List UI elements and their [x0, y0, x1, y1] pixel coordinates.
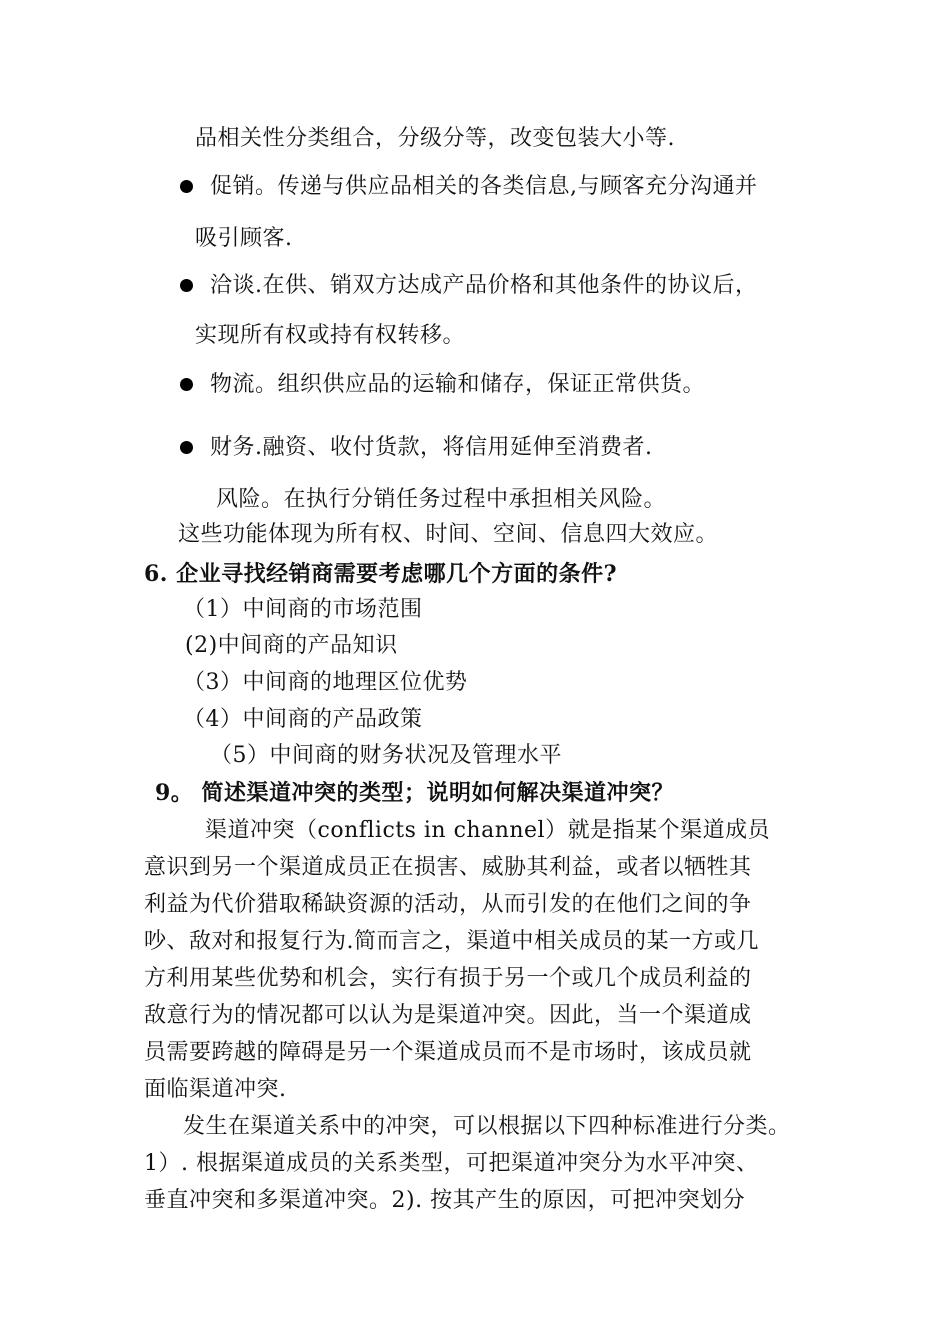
bullet-logistics-line: 物流。组织供应品的运输和储存，保证正常供货。 — [210, 372, 706, 397]
summary-line: 这些功能体现为所有权、时间、空间、信息四大效应。 — [178, 522, 719, 547]
bullet-finance-line: 财务.融资、收付货款，将信用延伸至消费者. — [210, 435, 653, 460]
q9-para1-line: 吵、敌对和报复行为.简而言之，渠道中相关成员的某一方或几 — [144, 929, 759, 954]
q6-item: （3）中间商的地理区位优势 — [183, 670, 468, 695]
q9-para2-line: 发生在渠道关系中的冲突，可以根据以下四种标准进行分类。 — [183, 1114, 791, 1139]
q9-para1-line: 渠道冲突（conflicts in channel）就是指某个渠道成员 — [205, 818, 771, 843]
bullet-negotiation-line1: 洽谈.在供、销双方达成产品价格和其他条件的协议后， — [210, 273, 758, 298]
q9-para1-line: 面临渠道冲突. — [144, 1077, 287, 1102]
q9-para1-line: 敌意行为的情况都可以认为是渠道冲突。因此，当一个渠道成 — [144, 1003, 752, 1028]
q9-para2-line: 垂直冲突和多渠道冲突。2). 按其产生的原因，可把冲突划分 — [144, 1188, 746, 1213]
q6-item: （1）中间商的市场范围 — [183, 597, 423, 622]
q6-item: （4）中间商的产品政策 — [183, 707, 423, 732]
q9-para1-line: 员需要跨越的障碍是另一个渠道成员而不是市场时，该成员就 — [144, 1040, 752, 1065]
risk-line: 风险。在执行分销任务过程中承担相关风险。 — [216, 487, 667, 512]
bullet-dot-icon — [180, 378, 193, 391]
bullet-negotiation-line2: 实现所有权或持有权转移。 — [195, 323, 466, 348]
q9-para2-line: 1）. 根据渠道成员的关系类型，可把渠道冲突分为水平冲突、 — [144, 1151, 759, 1176]
q9-para1-line: 利益为代价猎取稀缺资源的活动，从而引发的在他们之间的争 — [144, 892, 752, 917]
bullet-dot-icon — [180, 180, 193, 193]
q9-para1-line: 方利用某些优势和机会，实行有损于另一个或几个成员利益的 — [144, 966, 752, 991]
q9-heading: 9。 简述渠道冲突的类型；说明如何解决渠道冲突？ — [155, 780, 674, 806]
bullet-dot-icon — [180, 279, 193, 292]
q9-para1-line: 意识到另一个渠道成员正在损害、威胁其利益，或者以牺牲其 — [144, 855, 752, 880]
continuation-line: 品相关性分类组合，分级分等，改变包装大小等. — [195, 126, 675, 151]
bullet-promotion-line1: 促销。传递与供应品相关的各类信息,与顾客充分沟通并 — [210, 174, 758, 199]
q6-item: (2)中间商的产品知识 — [185, 633, 398, 658]
q6-heading: 6. 企业寻找经销商需要考虑哪几个方面的条件? — [144, 561, 618, 587]
q6-item: （5）中间商的财务状况及管理水平 — [210, 743, 562, 768]
bullet-promotion-line2: 吸引顾客. — [195, 226, 293, 251]
bullet-dot-icon — [180, 441, 193, 454]
